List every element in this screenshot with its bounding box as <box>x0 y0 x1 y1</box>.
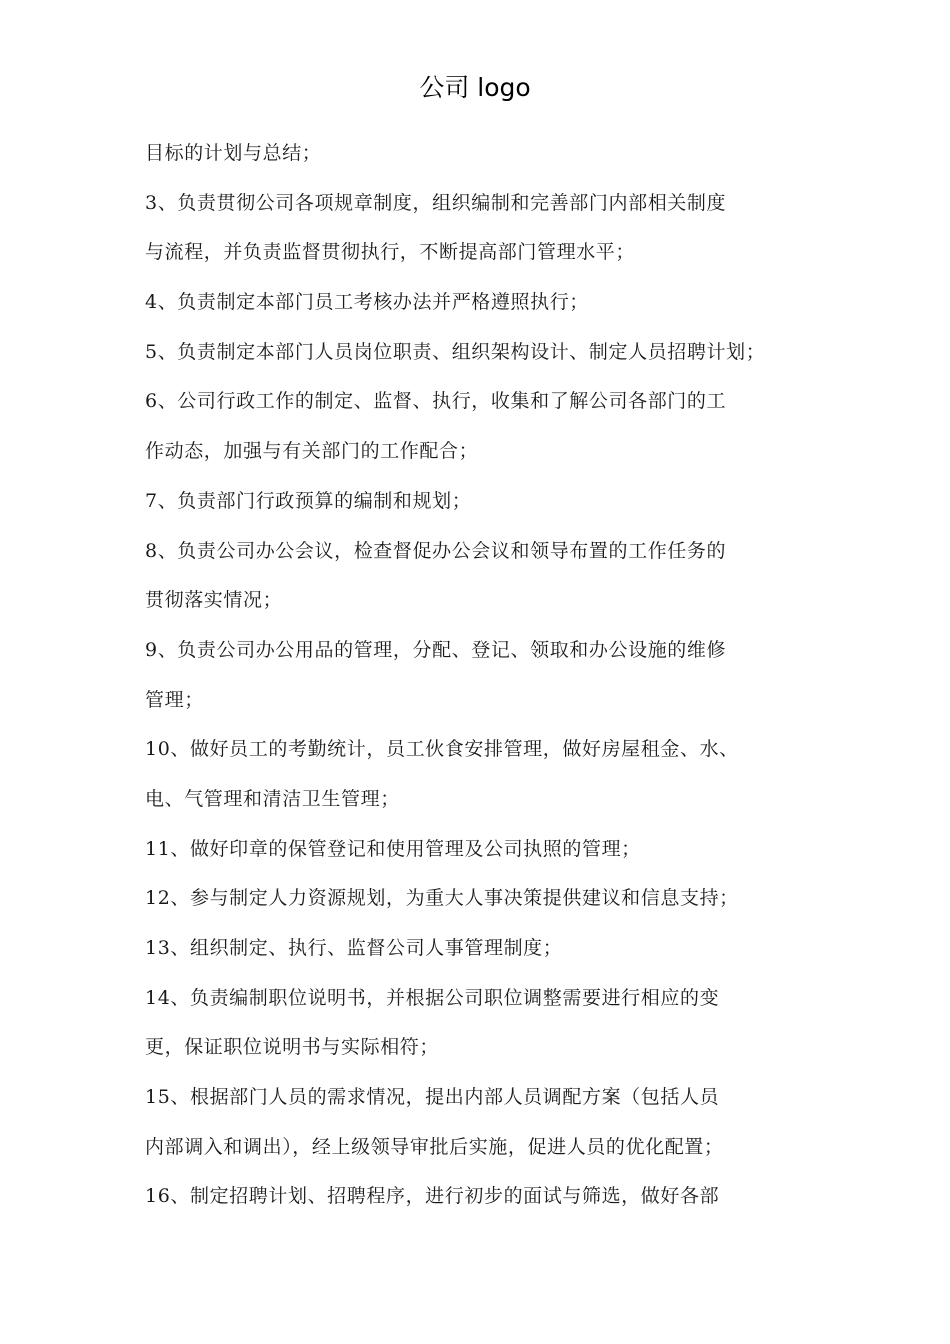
company-logo-header: 公司 logo <box>419 73 531 102</box>
text-line: 贯彻落实情况； <box>145 589 283 612</box>
text-line: 管理； <box>145 688 204 711</box>
text-line: 内部调入和调出），经上级领导审批后实施，促进人员的优化配置； <box>145 1135 724 1158</box>
text-line: 6、公司行政工作的制定、监督、执行，收集和了解公司各部门的工 <box>145 390 727 413</box>
text-line: 3、负责贯彻公司各项规章制度，组织编制和完善部门内部相关制度 <box>145 191 727 214</box>
text-line: 目标的计划与总结； <box>145 142 322 164</box>
text-line: 更，保证职位说明书与实际相符； <box>145 1036 440 1059</box>
document-body <box>145 129 825 1222</box>
text-line: 9、负责公司办公用品的管理，分配、登记、领取和办公设施的维修 <box>145 638 727 661</box>
text-line: 7、负责部门行政预算的编制和规划； <box>145 489 472 512</box>
text-line: 4、负责制定本部门员工考核办法并严格遵照执行； <box>145 291 589 314</box>
text-line: 10、做好员工的考勤统计，员工伙食安排管理，做好房屋租金、水、 <box>145 738 739 761</box>
text-line: 13、组织制定、执行、监督公司人事管理制度； <box>145 937 563 959</box>
text-line: 11、做好印章的保管登记和使用管理及公司执照的管理； <box>145 837 641 860</box>
text-line: 15、根据部门人员的需求情况，提出内部人员调配方案（包括人员 <box>145 1086 720 1109</box>
text-line: 8、负责公司办公会议，检查督促办公会议和领导布置的工作任务的 <box>145 539 727 562</box>
text-line: 12、参与制定人力资源规划，为重大人事决策提供建议和信息支持； <box>145 887 739 910</box>
text-line: 电、气管理和清洁卫生管理； <box>145 787 400 810</box>
text-line: 14、负责编制职位说明书，并根据公司职位调整需要进行相应的变 <box>145 986 720 1009</box>
text-line: 5、负责制定本部门人员岗位职责、组织架构设计、制定人员招聘计划； <box>145 340 766 363</box>
text-line: 16、制定招聘计划、招聘程序，进行初步的面试与筛选，做好各部 <box>145 1185 720 1208</box>
text-line: 与流程，并负责监督贯彻执行，不断提高部门管理水平； <box>145 241 636 264</box>
text-line: 作动态，加强与有关部门的工作配合； <box>145 440 479 463</box>
